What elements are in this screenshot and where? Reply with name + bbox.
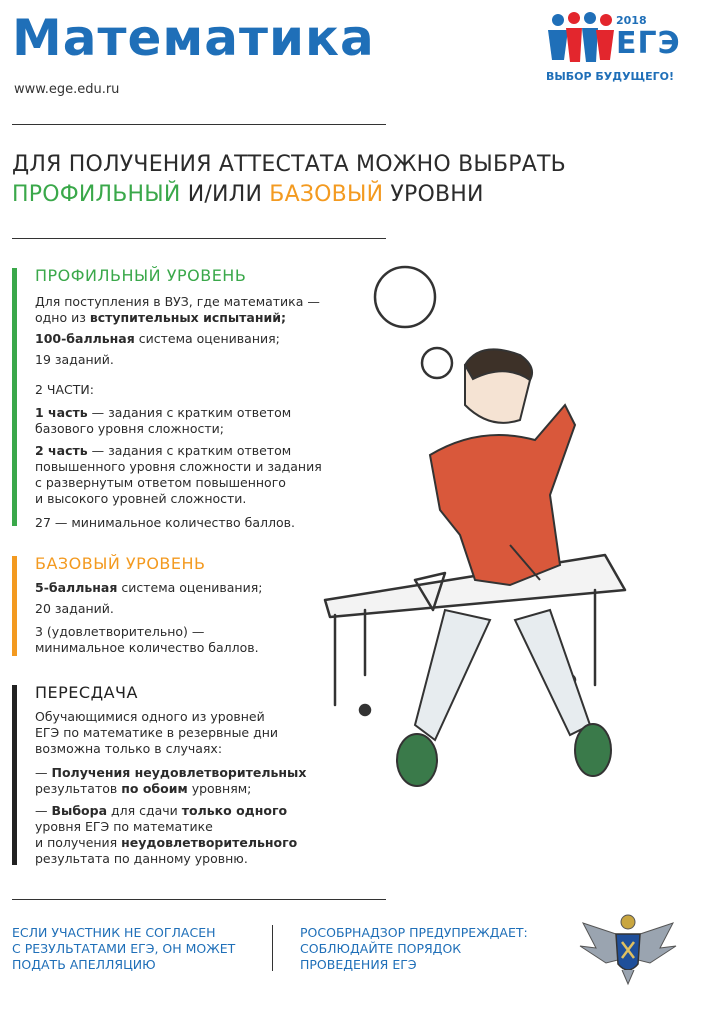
profile-tasks: 19 заданий.	[35, 352, 114, 367]
headline-end: УРОВНИ	[383, 182, 484, 207]
text: одно из	[35, 310, 90, 325]
text: система оценивания;	[134, 331, 280, 346]
profile-part1-line2: базового уровня сложности;	[35, 421, 224, 436]
profile-part1-line1	[35, 405, 291, 421]
text: для сдачи	[107, 803, 182, 818]
retake-case1	[35, 765, 306, 797]
ege-logo	[546, 10, 686, 90]
retake-intro-line3: возможна только в случаях:	[35, 741, 223, 756]
retake-intro-line2: ЕГЭ по математике в резервные дни	[35, 725, 279, 740]
base-tasks: 20 заданий.	[35, 601, 114, 616]
retake-title: ПЕРЕСДАЧА	[35, 683, 138, 702]
base-title: БАЗОВЫЙ УРОВЕНЬ	[35, 554, 206, 573]
retake-intro-line1: Обучающимися одного из уровней	[35, 709, 265, 724]
profile-section-bar	[12, 268, 17, 526]
logo-year: 2018	[616, 14, 647, 27]
warning-notice-line3: ПРОВЕДЕНИЯ ЕГЭ	[300, 957, 417, 972]
profile-min-score: 27 — минимальное количество баллов.	[35, 515, 295, 530]
text: и получения	[35, 835, 122, 850]
headline-base-word: БАЗОВЫЙ	[269, 182, 384, 207]
text: результатов	[35, 781, 122, 796]
profile-purpose-line2	[35, 310, 320, 326]
retake-case2-line3	[35, 835, 297, 851]
text-bold: Выбора	[51, 803, 108, 818]
profile-part2-line1	[35, 443, 322, 459]
base-section-bar	[12, 556, 17, 656]
base-grading	[35, 580, 262, 596]
retake-intro	[35, 709, 278, 757]
text: —	[35, 765, 52, 780]
headline-line1: ДЛЯ ПОЛУЧЕНИЯ АТТЕСТАТА МОЖНО ВЫБРАТЬ	[12, 152, 566, 177]
headline-profile-word: ПРОФИЛЬНЫЙ	[12, 182, 181, 207]
appeal-notice-line3: ПОДАТЬ АПЕЛЛЯЦИЮ	[12, 957, 156, 972]
headline	[12, 150, 566, 210]
headline-middle: И/ИЛИ	[180, 182, 270, 207]
retake-case1-line2	[35, 781, 306, 797]
profile-parts-title: 2 ЧАСТИ:	[35, 382, 94, 397]
profile-part1	[35, 405, 291, 437]
text-bold: 1 часть	[35, 405, 88, 420]
rosobrnadzor-eagle-emblem-icon	[578, 908, 678, 988]
website-link[interactable]: www.ege.edu.ru	[14, 82, 120, 97]
profile-purpose	[35, 294, 320, 326]
warning-notice-line2: СОБЛЮДАЙТЕ ПОРЯДОК	[300, 941, 462, 956]
text-bold: неудовлетворительного	[121, 835, 298, 850]
ege-people-logo-icon	[546, 10, 616, 66]
page-title: Математика	[12, 9, 375, 67]
profile-part2	[35, 443, 322, 507]
base-min-line2: минимальное количество баллов.	[35, 640, 259, 655]
base-min-line1: 3 (удовлетворительно) —	[35, 624, 205, 639]
base-min-score	[35, 624, 259, 656]
divider	[12, 899, 386, 900]
text-bold: 5-балльная	[35, 580, 118, 595]
retake-section-bar	[12, 685, 17, 865]
retake-case1-line1	[35, 765, 306, 781]
text: уровням;	[187, 781, 252, 796]
profile-part2-line2: повышенного уровня сложности и задания	[35, 459, 322, 474]
logo-slogan: ВЫБОР БУДУЩЕГО!	[546, 70, 675, 83]
text-bold: только одного	[181, 803, 288, 818]
retake-case2	[35, 803, 297, 867]
appeal-notice-line1: ЕСЛИ УЧАСТНИК НЕ СОГЛАСЕН	[12, 925, 216, 940]
retake-case2-line4: результата по данному уровню.	[35, 851, 248, 866]
profile-purpose-line1: Для поступления в ВУЗ, где математика —	[35, 294, 320, 309]
headline-line2	[12, 180, 566, 210]
profile-title: ПРОФИЛЬНЫЙ УРОВЕНЬ	[35, 266, 247, 285]
profile-part2-line3: с развернутым ответом повышенного	[35, 475, 286, 490]
text-bold: 2 часть	[35, 443, 88, 458]
retake-case2-line2: уровня ЕГЭ по математике	[35, 819, 213, 834]
thought-bubble-large	[375, 267, 435, 327]
logo-name: ЕГЭ	[616, 26, 681, 61]
warning-notice-line1: РОСОБРНАДЗОР ПРЕДУПРЕЖДАЕТ:	[300, 925, 528, 940]
text-bold: вступительных испытаний;	[89, 310, 287, 325]
text-bold: по обоим	[121, 781, 188, 796]
text: система оценивания;	[117, 580, 263, 595]
appeal-notice-line2: С РЕЗУЛЬТАТАМИ ЕГЭ, ОН МОЖЕТ	[12, 941, 236, 956]
text: —	[35, 803, 52, 818]
text: — задания с кратким ответом	[87, 443, 292, 458]
warning-notice	[300, 925, 528, 973]
footer-divider	[272, 925, 273, 971]
profile-grading	[35, 331, 280, 347]
text-bold: Получения неудовлетворительных	[51, 765, 307, 780]
profile-part2-line4: и высокого уровней сложности.	[35, 491, 247, 506]
text-bold: 100-балльная	[35, 331, 135, 346]
thought-bubble-small	[422, 348, 452, 378]
divider	[12, 238, 386, 239]
divider	[12, 124, 386, 125]
text: — задания с кратким ответом	[87, 405, 292, 420]
retake-case2-line1	[35, 803, 297, 819]
student-at-desk-illustration	[305, 255, 635, 815]
appeal-notice	[12, 925, 235, 973]
